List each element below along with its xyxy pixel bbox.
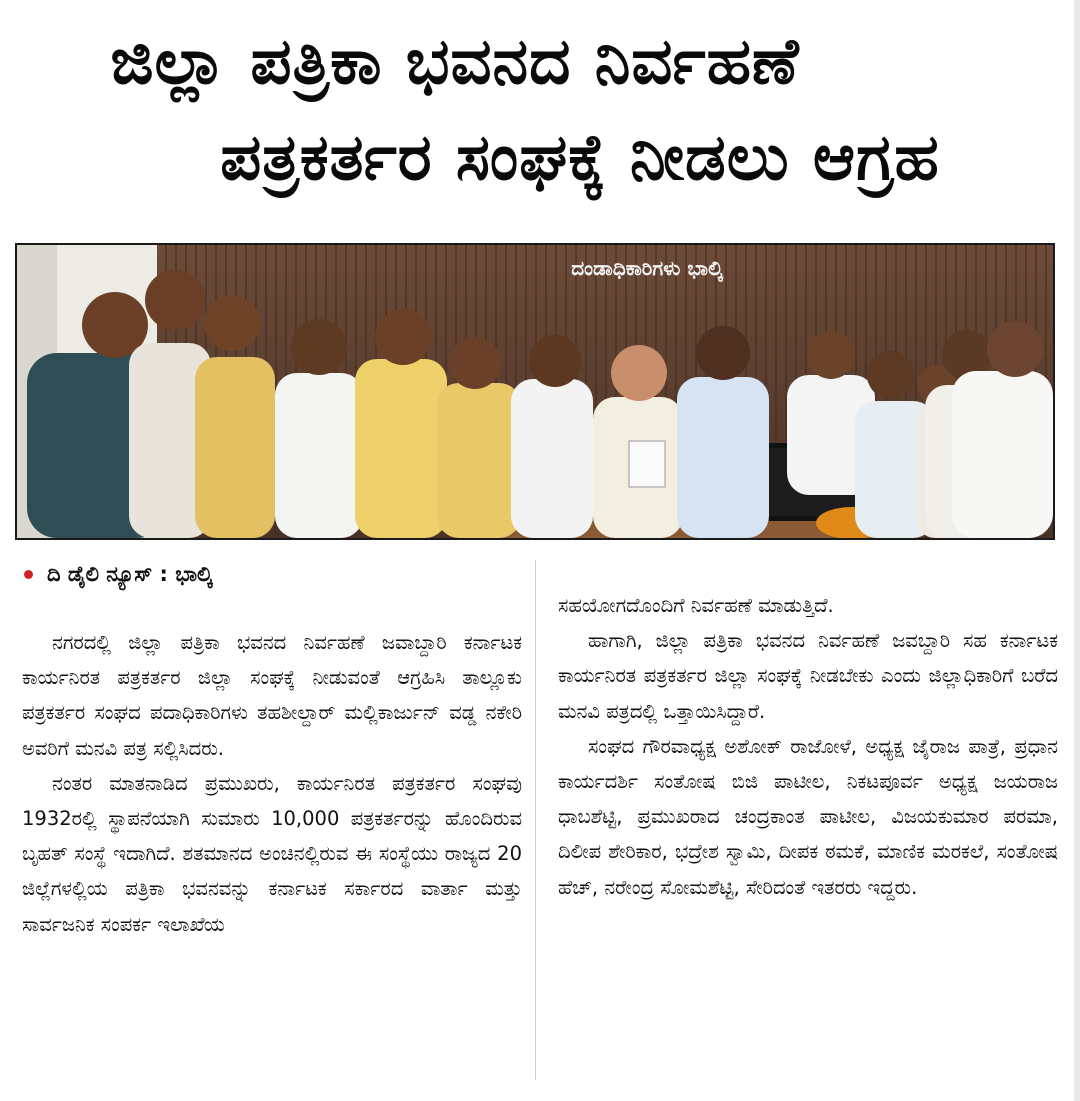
paragraph: ನಂತರ ಮಾತನಾಡಿದ ಪ್ರಮುಖರು, ಕಾರ್ಯನಿರತ ಪತ್ರಕರ್ತರ ಸಂಘವು 1932ರಲ್ಲಿ ಸ್ಥಾಪನೆಯಾಗಿ ಸುಮಾರು 10,000 ಪತ್ರಕರ್ತರನ್ನು ಹೊಂದಿರುವ ಬೃಹತ್ ಸಂಸ್ಥೆ ಇದಾಗಿದೆ. ಶತಮಾನದ ಅಂಚಿನಲ್ಲಿರುವ ಈ ಸಂಸ್ಥೆಯು ರಾಜ್ಯದ 20 ಜಿಲ್ಲೆಗಳಲ್ಲಿಯ ಪತ್ರಿಕಾ ಭವನವನ್ನು ಕರ್ನಾಟಕ ಸರ್ಕಾರದ ವಾರ್ತಾ ಮತ್ತು ಸಾರ್ವಜನಿಕ ಸಂಪರ್ಕ ಇಲಾಖೆಯ (22, 771, 522, 936)
paragraph: ಸಂಘದ ಗೌರವಾಧ್ಯಕ್ಷ ಅಶೋಕ್ ರಾಜೋಳೆ, ಅಧ್ಯಕ್ಷ ಜೈರಾಜ ಪಾತ್ರೆ, ಪ್ರಧಾನ ಕಾರ್ಯದರ್ಶಿ ಸಂತೋಷ ಬಿಜಿ ಪಾಟೀಲ, ನಿಕಟಪೂರ್ವ ಅಧ್ಯಕ್ಷ ಜಯರಾಜ ಧಾಬಶೆಟ್ಟಿ, ಪ್ರಮುಖರಾದ ಚಂದ್ರಕಾಂತ ಪಾಟೀಲ, ವಿಜಯಕುಮಾರ ಪರಮಾ, ದಿಲೀಪ ಶೇರಿಕಾರ, ಭದ್ರೇಶ ಸ್ವಾಮಿ, ದೀಪಕ ಠಮಕೆ, ಮಾಣಿಕ ಮರಕಲೆ, ಸಂತೋಷ ಹೆಚ್, ನರೇಂದ್ರ ಸೋಮಶೆಟ್ಟಿ, ಸೇರಿದಂತೆ ಇತರರು ಇದ್ದರು. (558, 734, 1058, 899)
dateline-text: ದಿ ಡೈಲಿ ನ್ಯೂಸ್ : ಭಾಲ್ಕಿ (47, 562, 213, 586)
dateline (24, 562, 212, 587)
paragraph: ಹಾಗಾಗಿ, ಜಿಲ್ಲಾ ಪತ್ರಿಕಾ ಭವನದ ನಿರ್ವಹಣೆ ಜವಬ್ದಾರಿ ಸಹ ಕರ್ನಾಟಕ ಕಾರ್ಯನಿರತ ಪತ್ರಕರ್ತರ ಜಿಲ್ಲಾ ಸಂಘಕ್ಕೆ ನೀಡಬೇಕು ಎಂದು ಜಿಲ್ಲಾಧಿಕಾರಿಗೆ ಬರೆದ ಮನವಿ ಪತ್ರದಲ್ಲಿ ಒತ್ತಾಯಿಸಿದ್ದಾರೆ. (558, 629, 1058, 723)
bullet-icon (24, 570, 33, 579)
article-column-left (22, 625, 522, 942)
column-divider (535, 560, 536, 1080)
paragraph: ಸಹಯೋಗದೊಂದಿಗೆ ನಿರ್ವಹಣೆ ಮಾಡುತ್ತಿದೆ. (558, 594, 834, 617)
wall-sign-text: ದಂಡಾಧಿಕಾರಿಗಳು ಭಾಲ್ಕಿ (571, 256, 723, 280)
headline-line-1: ಜಿಲ್ಲಾ ಪತ್ರಿಕಾ ಭವನದ ನಿರ್ವಹಣೆ (110, 25, 800, 99)
photo-illustration (17, 245, 1053, 538)
news-photo (15, 243, 1055, 540)
paragraph: ನಗರದಲ್ಲಿ ಜಿಲ್ಲಾ ಪತ್ರಿಕಾ ಭವನದ ನಿರ್ವಹಣೆ ಜವಾಬ್ದಾರಿ ಕರ್ನಾಟಕ ಕಾರ್ಯನಿರತ ಪತ್ರಕರ್ತರ ಜಿಲ್ಲಾ ಸಂಘಕ್ಕೆ ನೀಡುವಂತೆ ಆಗ್ರಹಿಸಿ ತಾಲ್ಲೂಕು ಪತ್ರಕರ್ತರ ಸಂಘದ ಪದಾಧಿಕಾರಿಗಳು ತಹಶೀಲ್ದಾರ್ ಮಲ್ಲಿಕಾರ್ಜುನ್ ವಡ್ಡ ನಕೇರಿ ಅವರಿಗೆ ಮನವಿ ಪತ್ರ ಸಲ್ಲಿಸಿದರು. (22, 631, 522, 760)
article-column-right (558, 588, 1058, 905)
headline-line-2: ಪತ್ರಕರ್ತರ ಸಂಘಕ್ಕೆ ನೀಡಲು ಆಗ್ರಹ (220, 121, 940, 195)
page-edge (1074, 0, 1080, 1101)
